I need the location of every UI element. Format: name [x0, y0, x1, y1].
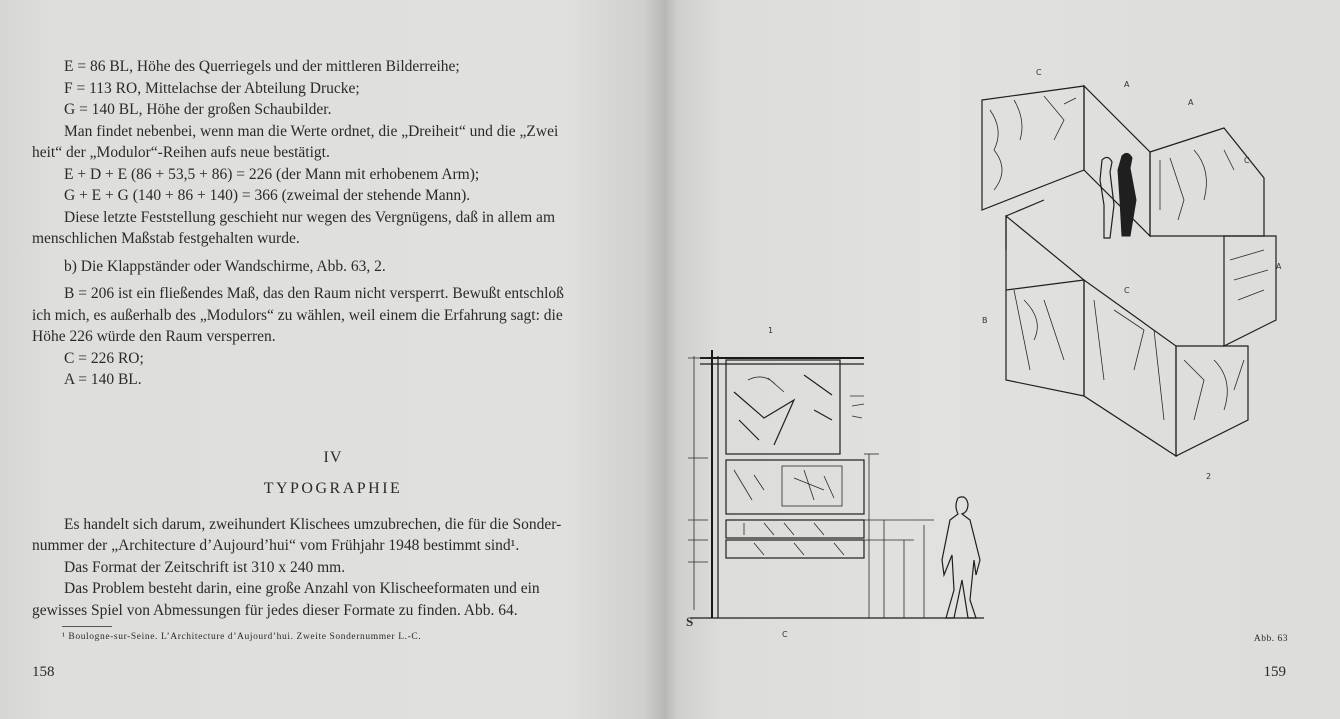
text-line: Man findet nebenbei, wenn man die Werte ordnet, die „Dreiheit“ und die „Zwei	[64, 122, 559, 140]
text-line: E = 86 BL, Höhe des Querriegels und der mittleren Bilderreihe;	[64, 58, 460, 75]
figure-label-a: A	[1188, 98, 1194, 107]
elevation-drawing	[688, 350, 984, 618]
footnote: ¹ Boulogne-sur-Seine. L’Architecture d’Aujourd’hui. Zweite Sondernummer L.-C.	[62, 632, 422, 642]
text-line: C = 226 RO;	[64, 349, 144, 367]
text-line: ich mich, es außerhalb des „Modulors“ zu wählen, weil einem die Erfahrung sagt: die	[32, 306, 563, 324]
text-line: G = 140 BL, Höhe der großen Schaubilder.	[64, 101, 332, 118]
right-page	[664, 0, 1340, 719]
section-number: IV	[323, 448, 343, 466]
pavilion-drawing	[982, 86, 1276, 456]
left-page	[0, 0, 664, 719]
figure-label-a: A	[1124, 80, 1130, 89]
left-page-text	[32, 56, 634, 621]
text-line: b) Die Klappständer oder Wandschirme, Abb. 63, 2.	[64, 257, 386, 275]
figure-label-b: B	[982, 316, 988, 325]
text-line: A = 140 BL.	[64, 371, 142, 388]
text-line: Es handelt sich darum, zweihundert Klischees umzubrechen, die für die Sonder-	[64, 515, 562, 533]
text-line: gewisses Spiel von Abmessungen für jedes dieser Formate zu finden. Abb. 64.	[32, 601, 518, 619]
figure-illustration	[664, 0, 1340, 719]
figure-label-c: C	[1124, 286, 1130, 295]
text-line: Das Problem besteht darin, eine große Anzahl von Klischeeformaten und ein	[64, 580, 540, 597]
page-number-right: 159	[1263, 664, 1286, 680]
figure-label-c: C	[1036, 68, 1042, 77]
text-line: B = 206 ist ein fließendes Maß, das den Raum nicht versperrt. Bewußt entschloß	[64, 285, 564, 302]
text-line: nummer der „Architecture d’Aujourd’hui“ vom Frühjahr 1948 bestimmt sind¹.	[32, 537, 520, 554]
text-line: heit“ der „Modulor“-Reihen aufs neue bestätigt.	[32, 144, 330, 161]
figure-label-2: 2	[1206, 472, 1212, 481]
figure-label-s: S	[686, 614, 694, 629]
figure-label-c: C	[1244, 156, 1250, 165]
figure-label-1: 1	[768, 326, 774, 335]
text-line: Höhe 226 würde den Raum versperren.	[32, 328, 276, 345]
text-line: F = 113 RO, Mittelachse der Abteilung Drucke;	[64, 79, 360, 97]
figure-label-c-bottom: C	[782, 630, 788, 639]
figure-caption: Abb. 63	[1253, 634, 1288, 644]
page-number-left: 158	[32, 664, 55, 680]
text-line: G + E + G (140 + 86 + 140) = 366 (zweimal der stehende Mann).	[64, 187, 471, 204]
text-line: E + D + E (86 + 53,5 + 86) = 226 (der Mann mit erhobenem Arm);	[64, 165, 480, 183]
section-title: TYPOGRAPHIE	[263, 480, 403, 497]
text-line: Das Format der Zeitschrift ist 310 x 240 mm.	[64, 558, 346, 576]
text-line: Diese letzte Feststellung geschieht nur wegen des Vergnügens, daß in allem am	[64, 208, 555, 226]
text-line: menschlichen Maßstab festgehalten wurde.	[32, 230, 300, 247]
footnote-rule	[62, 626, 112, 627]
figure-label-a: A	[1276, 262, 1282, 271]
